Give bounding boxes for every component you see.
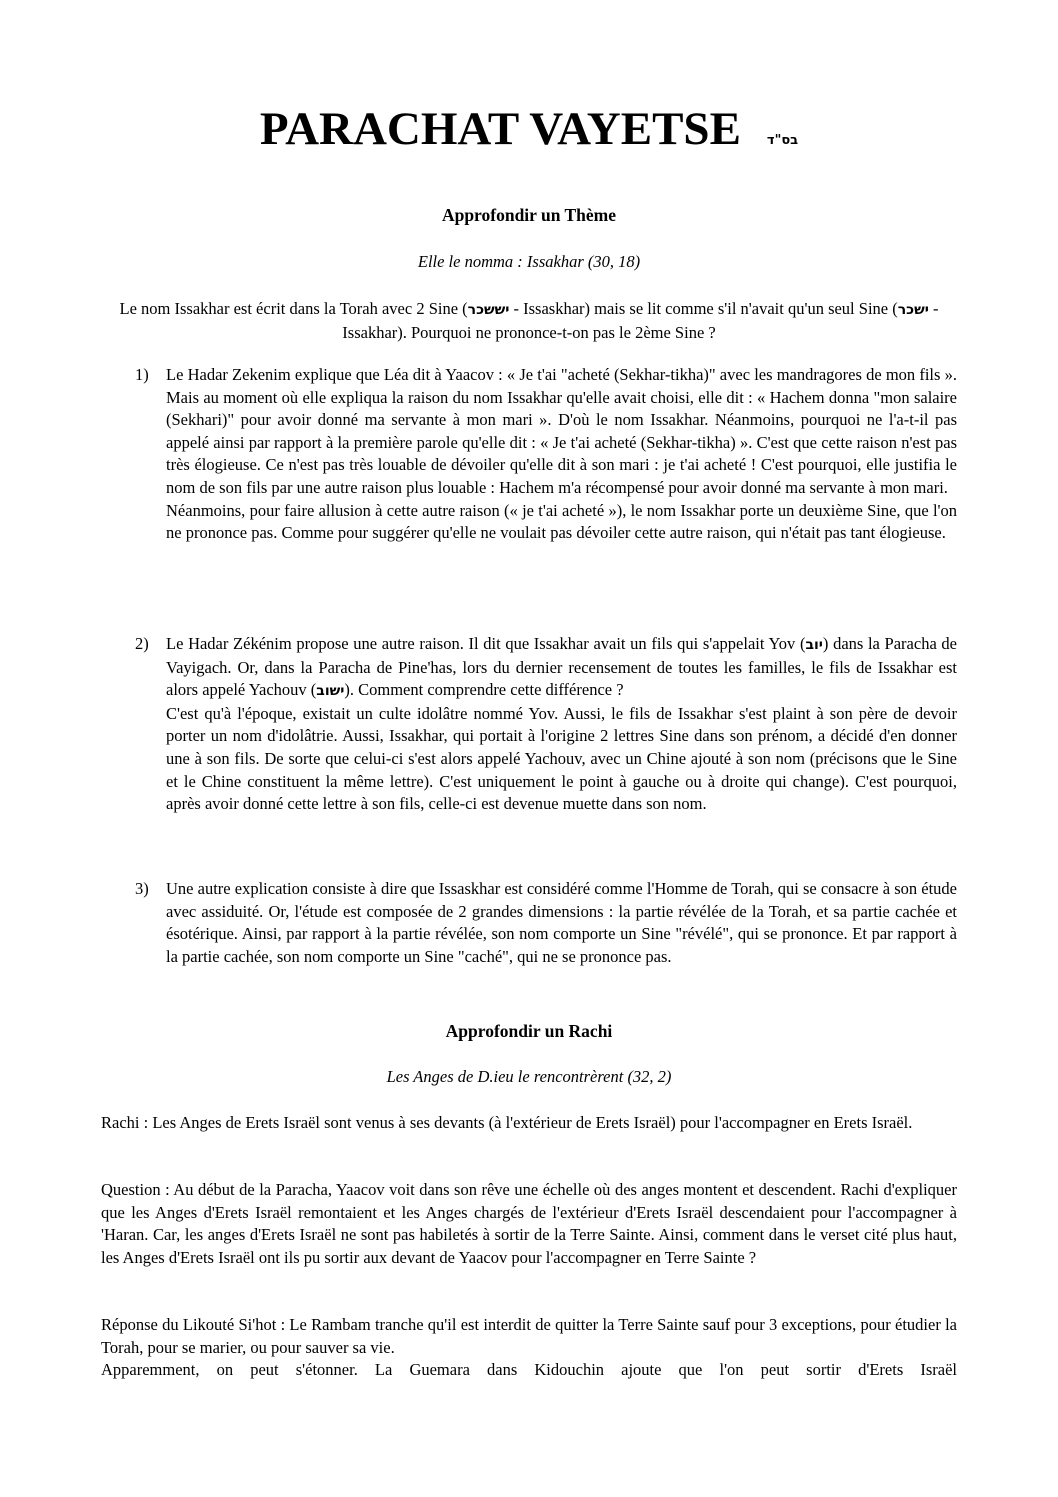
- list-item-3: [135, 878, 957, 968]
- theme-intro-paragraph: [101, 298, 957, 344]
- text-run: ). Comment comprendre cette différence ?: [344, 680, 624, 700]
- title-block: [101, 104, 957, 154]
- intro-text-3: - Issakhar). Pourquoi ne prononce-t-on pas le 2ème Sine ?: [342, 299, 939, 342]
- list-item-2: [135, 633, 957, 816]
- list-paragraph: Néanmoins, pour faire allusion à cette autre raison (« je t'ai acheté »), le nom Issakhar porte un deuxième Sine, que l'on ne prononce pas. Comme pour suggérer qu'elle ne voulait pas dévoiler cette autre raison, qui n'était pas tant élogieuse.: [166, 500, 957, 543]
- answer-paragraph: Réponse du Likouté Si'hot : Le Rambam tranche qu'il est interdit de quitter la Terre Sainte sauf pour 3 exceptions, pour étudier la Torah, pour se marier, ou pour sauver sa vie.: [101, 1315, 957, 1357]
- page-title: PARACHAT VAYETSE: [259, 103, 741, 155]
- hebrew-bsd-mark: בס"ד: [766, 133, 799, 148]
- hebrew-word-yissaskhar: יששכר: [467, 302, 510, 318]
- question-paragraph: Question : Au début de la Paracha, Yaacov voit dans son rêve une échelle où des anges montent et descendent. Rachi d'expliquer que les Anges d'Erets Israël remontaient et les Anges chargés de l'extérieur d'Erets Israël descendaient pour l'accompagner à 'Haran. Car, les anges d'Erets Israël ne sont pas habiletés à sortir de la Terre Sainte. Ainsi, comment dans le verset cité plus haut, les Anges d'Erets Israël ont ils pu sortir aux devant de Yaacov pour l'accompagner en Terre Sainte ?: [101, 1180, 957, 1267]
- section-subtitle-rachi: Les Anges de D.ieu le rencontrèrent (32, 2): [386, 1067, 672, 1086]
- list-number: 2): [135, 634, 149, 653]
- hebrew-word-yissakhar: ישכר: [897, 302, 929, 318]
- list-paragraph: C'est qu'à l'époque, existait un culte idolâtre nommé Yov. Aussi, le fils de Issakhar s'est plaint à son père de devoir porter un nom d'idolâtrie. Aussi, Issakhar, qui portait à l'origine 2 lettres Sine dans son prénom, a décidé d'en donner une à son fils. De sorte que celui-ci s'est alors appelé Yachouv, avec un Chine ajouté à son nom (précisons que le Sine et le Chine constituent la même lettre). C'est uniquement le point à gauche ou à droite qui change). C'est pourquoi, après avoir donné cette lettre à son fils, celle-ci est devenue muette dans son nom.: [166, 703, 957, 814]
- hebrew-word-yachouv: ישוב: [316, 683, 345, 700]
- list-item-body: [166, 878, 957, 968]
- hebrew-word-yov: יוב: [805, 637, 823, 653]
- intro-text-2: - Issaskhar) mais se lit comme s'il n'avait qu'un seul Sine (: [509, 299, 898, 318]
- rachi-paragraph: Rachi : Les Anges de Erets Israël sont venus à ses devants (à l'extérieur de Erets Israël) pour l'accompagner en Erets Israël.: [101, 1113, 913, 1132]
- list-paragraph: Le Hadar Zekenim explique que Léa dit à Yaacov : « Je t'ai "acheté (Sekhar-tikha)" avec les mandragores de mon fils ». Mais au moment où elle expliqua la raison du nom Issakhar qu'elle avait choisi, elle dit : « Hachem donna "mon salaire (Sekhari)" pour avoir donné ma servante à mon mari ». D'où le nom Issakhar. Néanmoins, pourquoi ne l'a-t-il pas appelé ainsi par rapport à la première parole qu'elle dit : « Je t'ai acheté (Sekhar-tikha) ». C'est que cette raison n'est pas très élogieuse. Ce n'est pas très louable de dévoiler qu'elle dit à son mari : je t'ai acheté ! C'est pourquoi, elle justifia le nom de son fils par une autre raison plus louable : Hachem m'a récompensé pour avoir donné ma servante à mon mari.: [166, 365, 957, 497]
- list-paragraph: [166, 633, 957, 703]
- section-subtitle-theme: Elle le nomma : Issakhar (30, 18): [417, 252, 641, 271]
- list-item-body: [166, 633, 957, 816]
- list-item-body: [166, 364, 957, 545]
- list-item-1: [135, 364, 957, 545]
- intro-text-1: Le nom Issakhar est écrit dans la Torah avec 2 Sine (: [119, 299, 468, 318]
- section-heading-rachi: Approfondir un Rachi: [445, 1021, 613, 1041]
- list-number: 3): [135, 879, 149, 898]
- list-paragraph: Une autre explication consiste à dire que Issaskhar est considéré comme l'Homme de Torah, qui se consacre à son étude avec assiduité. Or, l'étude est composée de 2 grandes dimensions : la partie révélée de la Torah, et sa partie cachée et ésotérique. Ainsi, par rapport à la partie révélée, son nom comporte un Sine "révélé", qui se prononce. Et par rapport à la partie cachée, son nom comporte un Sine "caché", qui ne se prononce pas.: [166, 879, 957, 966]
- section-heading-theme: Approfondir un Thème: [441, 205, 617, 225]
- continuation-paragraph: Apparemment, on peut s'étonner. La Guemara dans Kidouchin ajoute que l'on peut sortir d'Erets Israël: [101, 1360, 957, 1379]
- list-number: 1): [135, 365, 149, 384]
- text-run: ) dans la Paracha de Vayigach. Or, dans la Paracha de Pine'has, lors du dernier recensement de toutes les familles, le fils de Issakhar est alors appelé Yachouv (: [166, 634, 957, 700]
- text-run: Le Hadar Zékénim propose une autre raison. Il dit que Issakhar avait un fils qui s'appelait Yov (: [166, 634, 806, 653]
